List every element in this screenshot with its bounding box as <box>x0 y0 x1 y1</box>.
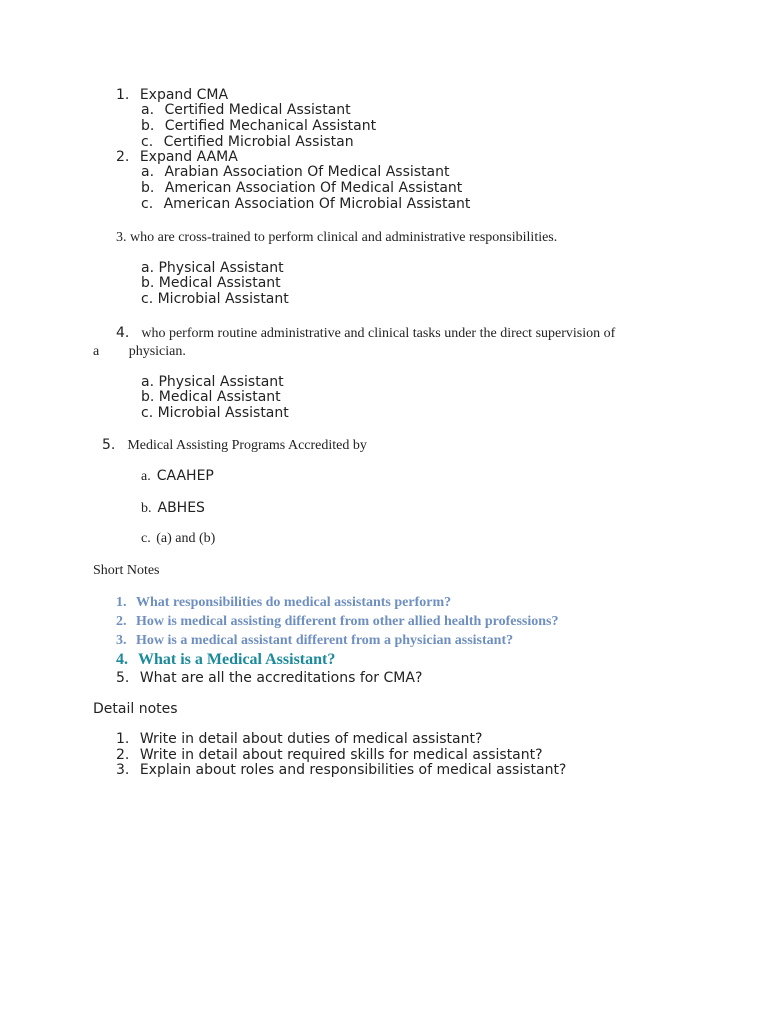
q1-option-b: b. Certified Mechanical Assistant <box>141 118 377 134</box>
question-text: Expand AAMA <box>139 149 238 165</box>
question-4-continuation: a physician. <box>93 344 186 359</box>
q5-option-c: c. (a) and (b) <box>141 531 216 546</box>
question-4 <box>116 325 615 341</box>
q1-option-c: c. Certified Microbial Assistan <box>141 134 354 150</box>
q3-option-a: a. Physical Assistant <box>141 260 284 276</box>
short-note-item: 3. How is a medical assistant different from a physician assistant? <box>116 633 514 648</box>
short-note-item: 4. What is a Medical Assistant? <box>116 651 336 668</box>
question-2 <box>116 150 238 164</box>
q2-option-a: a. Arabian Association Of Medical Assistant <box>141 164 450 180</box>
short-note-item: 2. How is medical assisting different from other allied health professions? <box>116 614 559 629</box>
q2-option-b: b. American Association Of Medical Assistant <box>141 180 463 196</box>
q5-option-b: b. ABHES <box>141 500 205 516</box>
detail-note-item: 3. Explain about roles and responsibilities of medical assistant? <box>116 762 567 778</box>
question-number: 1. <box>116 87 130 103</box>
question-5 <box>102 437 367 453</box>
q1-option-a: a. Certified Medical Assistant <box>141 102 351 118</box>
q4-option-b: b. Medical Assistant <box>141 389 281 405</box>
q5-option-a: a. CAAHEP <box>141 468 214 484</box>
q4-option-a: a. Physical Assistant <box>141 374 284 390</box>
question-text: who perform routine administrative and clinical tasks under the direct supervision of <box>141 326 616 341</box>
short-note-item: 5. What are all the accreditations for CMA? <box>116 670 423 686</box>
question-1 <box>116 88 228 102</box>
question-text: Expand CMA <box>139 87 229 103</box>
q3-option-c: c. Microbial Assistant <box>141 291 289 307</box>
detail-note-item: 2. Write in detail about required skills for medical assistant? <box>116 747 543 763</box>
question-number: 4. <box>116 325 130 341</box>
short-notes-heading: Short Notes <box>93 563 160 578</box>
q3-option-b: b. Medical Assistant <box>141 275 281 291</box>
detail-notes-heading: Detail notes <box>93 701 178 717</box>
q2-option-c: c. American Association Of Microbial Assistant <box>141 196 471 212</box>
question-number: 5. <box>102 437 116 453</box>
question-text: Medical Assisting Programs Accredited by <box>127 438 367 453</box>
question-number: 2. <box>116 149 130 165</box>
q4-option-c: c. Microbial Assistant <box>141 405 289 421</box>
short-note-item: 1. What responsibilities do medical assistants perform? <box>116 595 452 610</box>
question-3: 3. who are cross-trained to perform clinical and administrative responsibilities. <box>116 230 558 245</box>
detail-note-item: 1. Write in detail about duties of medical assistant? <box>116 731 483 747</box>
